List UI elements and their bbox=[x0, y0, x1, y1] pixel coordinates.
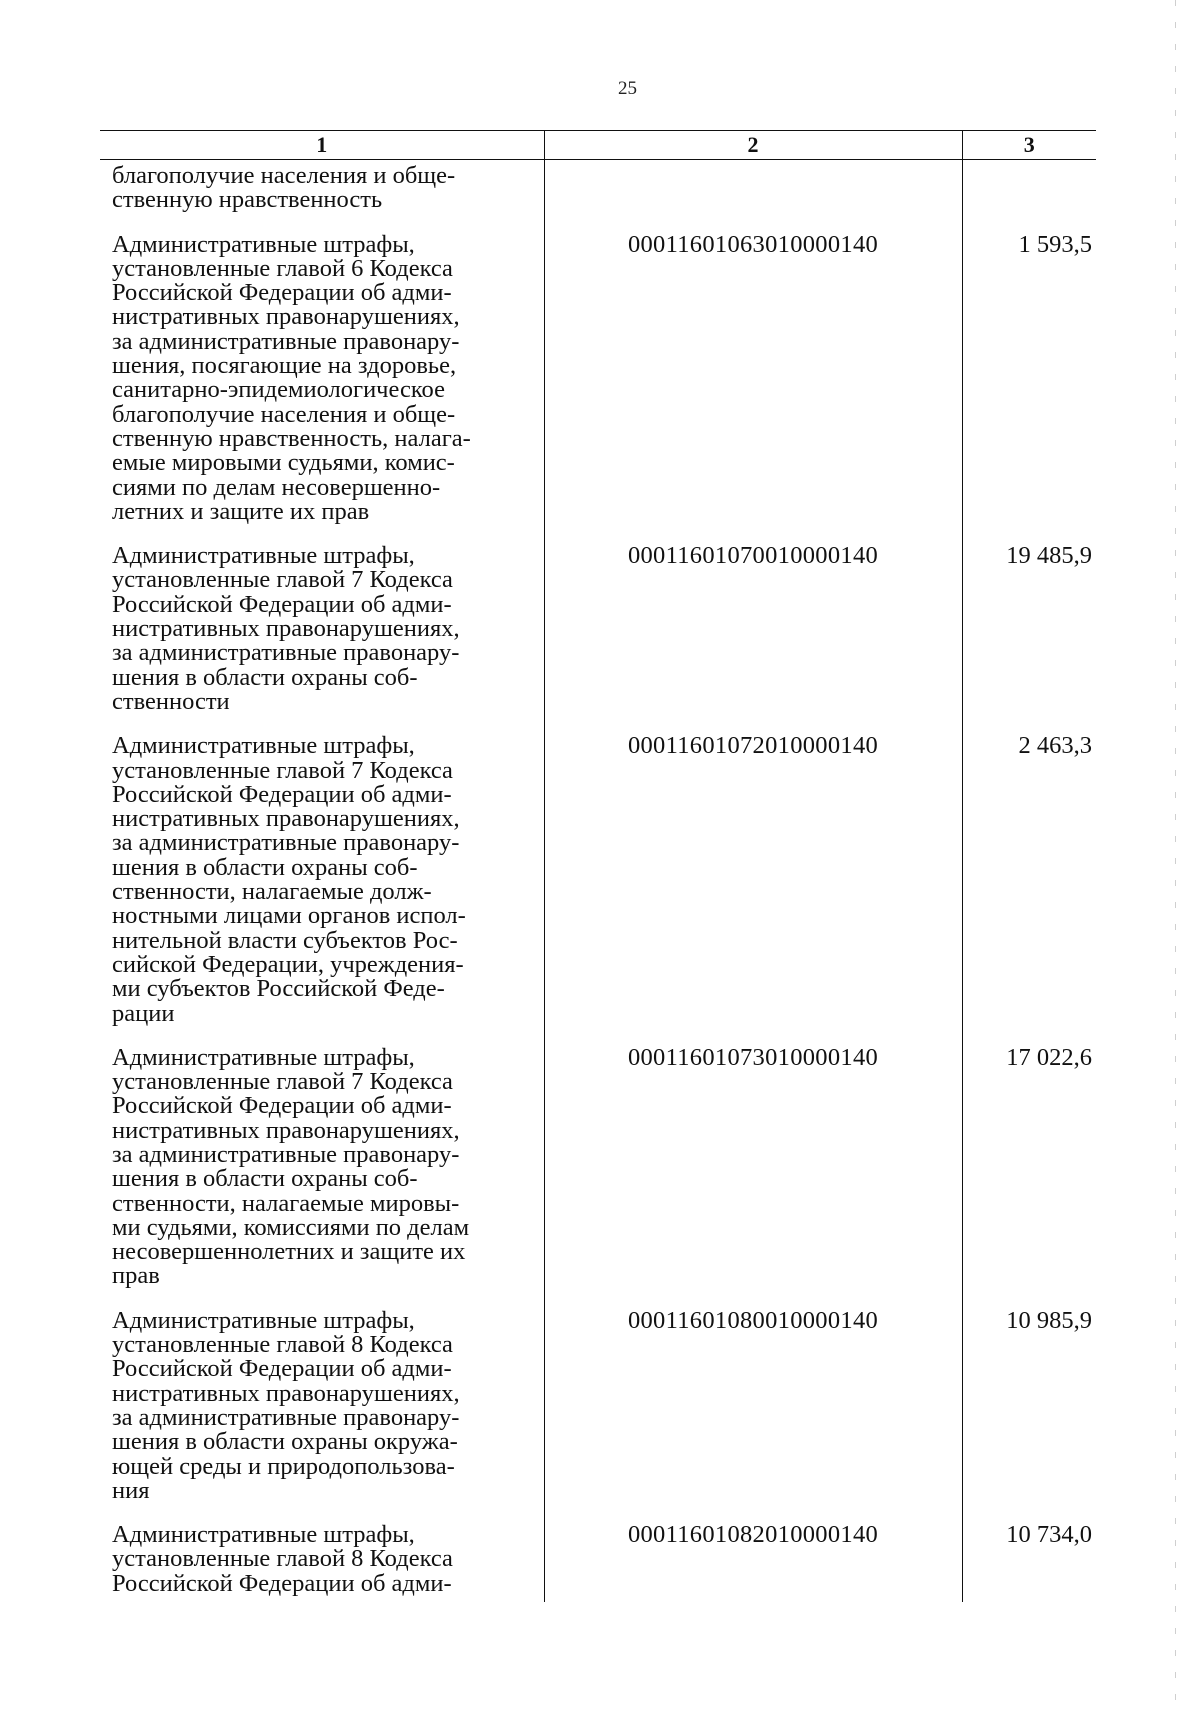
description-line: установленные главой 7 Кодекса bbox=[112, 566, 453, 594]
description-line: нистративных правонарушениях, bbox=[112, 1379, 460, 1407]
revenue-description-cell bbox=[100, 1301, 544, 1515]
amount-cell: 17 022,6 bbox=[962, 1038, 1096, 1301]
description-line: шения в области охраны соб- bbox=[112, 663, 418, 691]
description-line: сийской Федерации, учреждения- bbox=[112, 950, 464, 978]
amount-cell: 19 485,9 bbox=[962, 536, 1096, 726]
table-row bbox=[100, 1038, 1096, 1301]
description-line: ственности, налагаемые мировы- bbox=[112, 1189, 460, 1217]
description-line: благополучие населения и обще- bbox=[112, 162, 456, 189]
header-col-3: 3 bbox=[962, 131, 1096, 160]
description-line: ственности, налагаемые долж- bbox=[112, 878, 432, 906]
amount-cell: 10 985,9 bbox=[962, 1301, 1096, 1515]
description-line: Российской Федерации об адми- bbox=[112, 1092, 452, 1120]
description-line: за административные правонару- bbox=[112, 639, 460, 667]
header-col-2: 2 bbox=[544, 131, 962, 160]
revenue-description-cell bbox=[100, 225, 544, 537]
table-row bbox=[100, 536, 1096, 726]
budget-table-container bbox=[100, 130, 1096, 1602]
table-body bbox=[100, 160, 1096, 1603]
description-line: ющей среды и природопользова- bbox=[112, 1452, 455, 1480]
description-line: сиями по делам несовершенно- bbox=[112, 473, 441, 501]
description-line: ственную нравственность bbox=[112, 186, 383, 214]
description-line: Российской Федерации об адми- bbox=[112, 780, 452, 808]
description-line: рации bbox=[112, 999, 175, 1027]
description-line: Административные штрафы, bbox=[112, 1043, 415, 1071]
description-line: ственности bbox=[112, 687, 230, 715]
description-line: нистративных правонарушениях, bbox=[112, 1116, 460, 1144]
revenue-description-cell bbox=[100, 1515, 544, 1602]
description-line: за административные правонару- bbox=[112, 327, 460, 355]
budget-code-cell: 00011601082010000140 bbox=[544, 1515, 962, 1602]
amount-cell: 2 463,3 bbox=[962, 726, 1096, 1038]
scan-margin-rule bbox=[1175, 0, 1176, 1714]
description-line: нистративных правонарушениях, bbox=[112, 303, 460, 331]
description-line: шения, посягающие на здоровье, bbox=[112, 352, 457, 380]
description-line: Российской Федерации об адми- bbox=[112, 1569, 452, 1597]
description-line: за административные правонару- bbox=[112, 829, 460, 857]
header-row bbox=[100, 131, 1096, 160]
revenue-description-cell bbox=[100, 536, 544, 726]
description-line: Административные штрафы, bbox=[112, 542, 415, 570]
amount-cell bbox=[962, 160, 1096, 225]
amount-cell: 1 593,5 bbox=[962, 225, 1096, 537]
description-line: ностными лицами органов испол- bbox=[112, 902, 466, 930]
description-line: ми судьями, комиссиями по делам bbox=[112, 1213, 470, 1241]
description-line: Российской Федерации об адми- bbox=[112, 1355, 452, 1383]
table-row bbox=[100, 160, 1096, 225]
description-line: за административные правонару- bbox=[112, 1403, 460, 1431]
header-col-1: 1 bbox=[100, 131, 544, 160]
description-line: установленные главой 7 Кодекса bbox=[112, 756, 453, 784]
description-line: шения в области охраны соб- bbox=[112, 853, 418, 881]
description-line: Административные штрафы, bbox=[112, 732, 415, 760]
description-line: Российской Федерации об адми- bbox=[112, 279, 452, 307]
table-row bbox=[100, 1515, 1096, 1602]
table-header bbox=[100, 131, 1096, 160]
table-row bbox=[100, 726, 1096, 1038]
description-line: нистративных правонарушениях, bbox=[112, 805, 460, 833]
table-row bbox=[100, 225, 1096, 537]
budget-code-cell: 00011601070010000140 bbox=[544, 536, 962, 726]
budget-code-cell: 00011601063010000140 bbox=[544, 225, 962, 537]
table-row bbox=[100, 1301, 1096, 1515]
revenue-description-cell bbox=[100, 160, 544, 225]
description-line: Административные штрафы, bbox=[112, 1306, 415, 1334]
budget-code-cell: 00011601073010000140 bbox=[544, 1038, 962, 1301]
budget-code-cell: 00011601072010000140 bbox=[544, 726, 962, 1038]
budget-revenue-table bbox=[100, 130, 1096, 1602]
description-line: нистративных правонарушениях, bbox=[112, 615, 460, 643]
amount-cell: 10 734,0 bbox=[962, 1515, 1096, 1602]
description-line: несовершеннолетних и защите их bbox=[112, 1238, 466, 1266]
description-line: ния bbox=[112, 1476, 150, 1504]
description-line: за административные правонару- bbox=[112, 1140, 460, 1168]
revenue-description-cell bbox=[100, 726, 544, 1038]
description-line: Административные штрафы, bbox=[112, 230, 415, 258]
budget-code-cell: 00011601080010000140 bbox=[544, 1301, 962, 1515]
description-line: шения в области охраны окружа- bbox=[112, 1428, 458, 1456]
description-line: Российской Федерации об адми- bbox=[112, 590, 452, 618]
revenue-description-cell bbox=[100, 1038, 544, 1301]
description-line: нительной власти субъектов Рос- bbox=[112, 926, 458, 954]
description-line: ми субъектов Российской Феде- bbox=[112, 975, 445, 1003]
description-line: шения в области охраны соб- bbox=[112, 1165, 418, 1193]
description-line: летних и защите их прав bbox=[112, 497, 370, 525]
budget-code-cell bbox=[544, 160, 962, 225]
description-line: ственную нравственность, налага- bbox=[112, 424, 471, 452]
description-line: установленные главой 8 Кодекса bbox=[112, 1545, 453, 1573]
description-line: емые мировыми судьями, комис- bbox=[112, 449, 455, 477]
description-line: благополучие населения и обще- bbox=[112, 400, 456, 428]
description-line: Административные штрафы, bbox=[112, 1521, 415, 1549]
description-line: прав bbox=[112, 1262, 160, 1290]
description-line: установленные главой 7 Кодекса bbox=[112, 1068, 453, 1096]
description-line: санитарно-эпидемиологическое bbox=[112, 376, 445, 404]
page-number: 25 bbox=[618, 78, 637, 99]
description-line: установленные главой 6 Кодекса bbox=[112, 254, 453, 282]
description-line: установленные главой 8 Кодекса bbox=[112, 1331, 453, 1359]
